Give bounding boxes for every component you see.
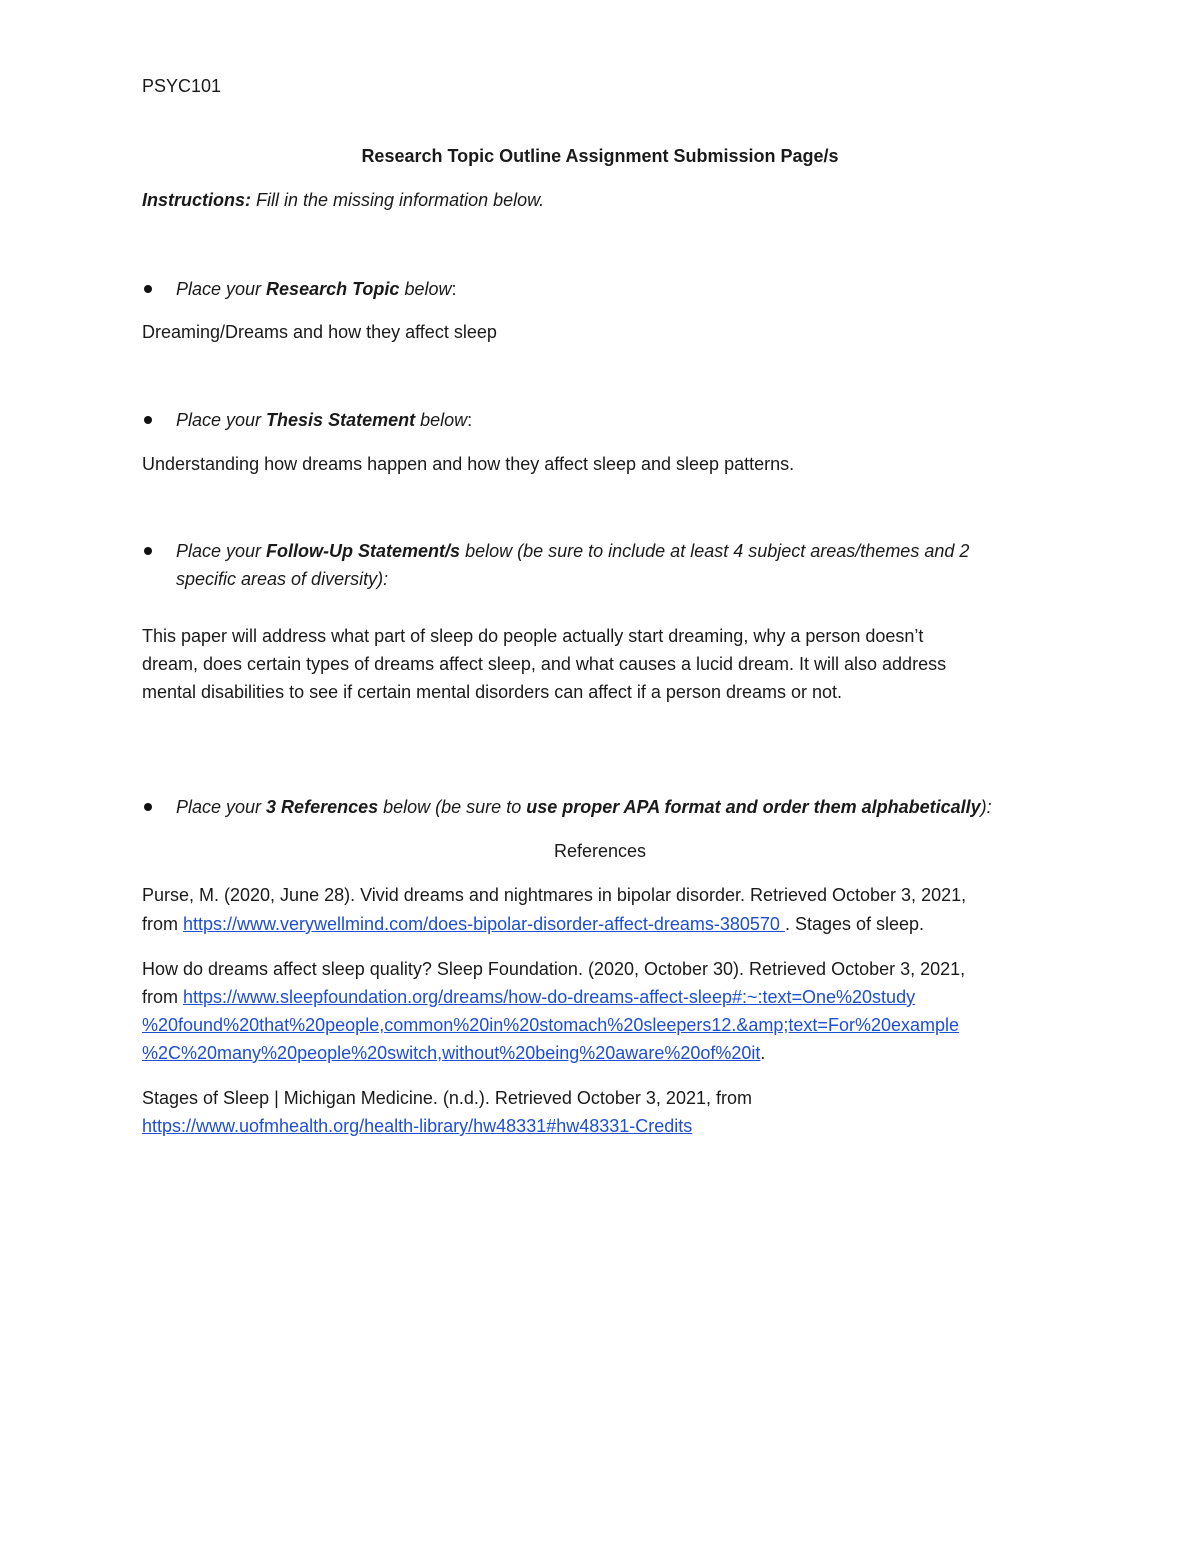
followup-prompt-line2: specific areas of diversity): bbox=[176, 569, 389, 589]
course-code: PSYC101 bbox=[142, 76, 222, 96]
bullet-icon bbox=[144, 803, 152, 811]
reference-1-line2 bbox=[142, 910, 924, 938]
reference-1-from: from bbox=[142, 914, 184, 934]
references-prompt bbox=[176, 793, 992, 821]
references-prompt-mid: below (be sure to bbox=[378, 797, 527, 817]
followup-answer-line3: mental disabilities to see if certain mental disorders can affect if a person dreams or not. bbox=[142, 682, 843, 702]
references-heading: References bbox=[553, 841, 647, 861]
thesis-prompt-bold: Thesis Statement bbox=[266, 410, 416, 430]
reference-1-line1: Purse, M. (2020, June 28). Vivid dreams and nightmares in bipolar disorder. Retrieved October 3, 2021, bbox=[142, 885, 967, 905]
reference-2-line3 bbox=[142, 1011, 959, 1039]
topic-prompt-pre: Place your bbox=[176, 279, 267, 299]
reference-3-line1: Stages of Sleep | Michigan Medicine. (n.d.). Retrieved October 3, 2021, from bbox=[142, 1088, 752, 1108]
reference-2-line2 bbox=[142, 983, 915, 1011]
instructions-label: Instructions: bbox=[142, 190, 252, 210]
reference-2-tail: . bbox=[760, 1043, 766, 1063]
thesis-prompt-pre: Place your bbox=[176, 410, 267, 430]
bullet-icon bbox=[144, 416, 152, 424]
followup-prompt-post: below (be sure to include at least 4 subject areas/themes and 2 bbox=[460, 541, 970, 561]
reference-2-link-part2[interactable]: %20found%20that%20people,common%20in%20stomach%20sleepers12.&amp;text=For%20example bbox=[142, 1015, 960, 1035]
followup-answer-line2: dream, does certain types of dreams affect sleep, and what causes a lucid dream. It will also address bbox=[142, 654, 947, 674]
topic-prompt-post: below bbox=[399, 279, 452, 299]
bullet-icon bbox=[144, 547, 152, 555]
reference-2-line1: How do dreams affect sleep quality? Sleep Foundation. (2020, October 30). Retrieved October 3, 2021, bbox=[142, 959, 966, 979]
instructions bbox=[142, 186, 544, 214]
document-title: Research Topic Outline Assignment Submission Page/s bbox=[361, 146, 839, 166]
references-prompt-end: ): bbox=[980, 797, 992, 817]
followup-answer-line1: This paper will address what part of sleep do people actually start dreaming, why a person doesn’t bbox=[142, 626, 924, 646]
references-prompt-pre: Place your bbox=[176, 797, 267, 817]
thesis-prompt-post: below bbox=[415, 410, 468, 430]
reference-1-tail: . Stages of sleep. bbox=[784, 914, 925, 934]
topic-prompt-colon: : bbox=[451, 279, 457, 299]
thesis-prompt bbox=[176, 406, 472, 434]
topic-answer: Dreaming/Dreams and how they affect sleep bbox=[142, 322, 497, 342]
bullet-icon bbox=[144, 285, 152, 293]
reference-2-link-part1[interactable]: https://www.sleepfoundation.org/dreams/how-do-dreams-affect-sleep#:~:text=One%20study bbox=[183, 987, 916, 1007]
reference-3-link[interactable]: https://www.uofmhealth.org/health-library/hw48331#hw48331-Credits bbox=[142, 1116, 693, 1136]
reference-1-link[interactable]: https://www.verywellmind.com/does-bipolar-disorder-affect-dreams-380570 bbox=[183, 914, 785, 934]
reference-2-line4 bbox=[142, 1039, 765, 1067]
topic-prompt-bold: Research Topic bbox=[266, 279, 400, 299]
reference-2-from: from bbox=[142, 987, 184, 1007]
instructions-text: Fill in the missing information below. bbox=[251, 190, 545, 210]
followup-prompt-pre: Place your bbox=[176, 541, 267, 561]
reference-3-line2 bbox=[142, 1112, 692, 1140]
followup-prompt-bold: Follow-Up Statement/s bbox=[266, 541, 461, 561]
references-prompt-bold2: use proper APA format and order them alphabetically bbox=[526, 797, 981, 817]
reference-2-link-part3[interactable]: %2C%20many%20people%20switch,without%20being%20aware%20of%20it bbox=[142, 1043, 761, 1063]
references-prompt-bold: 3 References bbox=[266, 797, 379, 817]
thesis-prompt-colon: : bbox=[467, 410, 473, 430]
topic-prompt bbox=[176, 275, 456, 303]
thesis-answer: Understanding how dreams happen and how they affect sleep and sleep patterns. bbox=[142, 454, 795, 474]
followup-prompt-line1 bbox=[176, 537, 969, 565]
